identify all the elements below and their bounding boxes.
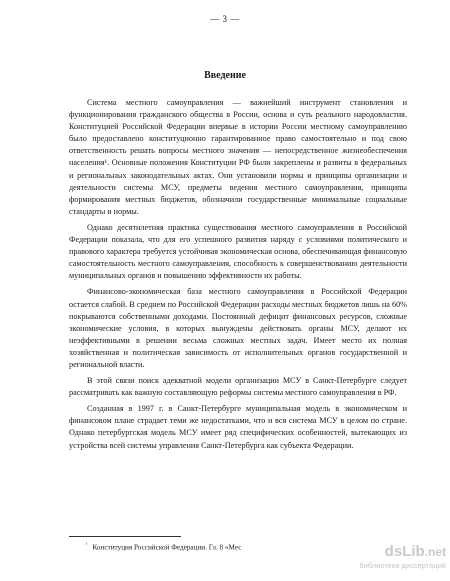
- body-text: [69, 97, 407, 456]
- footnote-text: Конституция Российской Федерации. Гл. 8 «Мес: [92, 543, 242, 552]
- paragraph: Финансово-экономическая база местного самоуправления в Российской Федерации остается слабой. В среднем по Российской Федерации расходы местных бюджетов лишь на 60% покрываются собственными доходами. Постоянный дефицит финансовых ресурсов, сложные экономические условия, в которых вынуждены действовать органы МСУ, делают их неэффективными в решении весьма сложных местных задач. Имеет место их полная хозяйственная и политическая зависимость от исполнительных органов государственной и региональной власти.: [69, 287, 407, 369]
- watermark-logo: [354, 544, 446, 560]
- page-number: — 3 —: [210, 14, 240, 24]
- section-heading: Введение: [204, 70, 246, 81]
- footnote-marker: ¹: [86, 543, 88, 548]
- watermark-logo-tld: .net: [424, 545, 446, 559]
- watermark-logo-main: dsLib: [384, 543, 425, 560]
- paragraph: Система местного самоуправления — важнейший инструмент становления и функционирования гражданского общества в России, основа и суть реального народовластия. Конституцией Российской Федерации впервые в истории России местному самоуправлению было предоставлено конституционно гарантированное право самостоятельно и под свою ответственность решать вопросы местного значения — непосредственное жизнеобеспечения населения¹. Основные положения Конституции РФ были закреплены и развиты в федеральных и региональных законодательных актах. Они установили нормы и принципы организации и деятельности системы МСУ, предметы ведения местного самоуправления, принципы формирования местных бюджетов, обозначили государственные минимальные социальные стандарты и нормы.: [69, 98, 407, 216]
- paragraph: В этой связи поиск адекватной модели организации МСУ в Санкт-Петербурге следует рассматривать как важную составляющую реформы системы местного самоуправления в РФ.: [69, 376, 407, 398]
- footnote-divider: [69, 536, 181, 537]
- paragraph: Однако десятилетняя практика существования местного самоуправления в Российской Федерации показала, что для его успешного развития наряду с условиями политического и правового характера требуется устойчивая экономическая основа, обеспечивающая финансовую самостоятельность местного самоуправления, способность к совершенствованию деятельности муниципальных органов и повышению эффективности их работы.: [69, 222, 407, 281]
- paragraph: Созданная в 1997 г. в Санкт-Петербурге муниципальная модель в экономическом и финансовом плане страдает теми же недостатками, что и вся система МСУ в целом по стране. Однако петербургская модель МСУ имеет ряд специфических особенностей, вытекающих из устройства всей системы управления Санкт-Петербурга как субъекта Федерации.: [69, 404, 407, 450]
- footnote: [86, 541, 336, 552]
- watermark: [354, 544, 446, 578]
- watermark-subtitle: библиотека диссертаций: [359, 561, 446, 570]
